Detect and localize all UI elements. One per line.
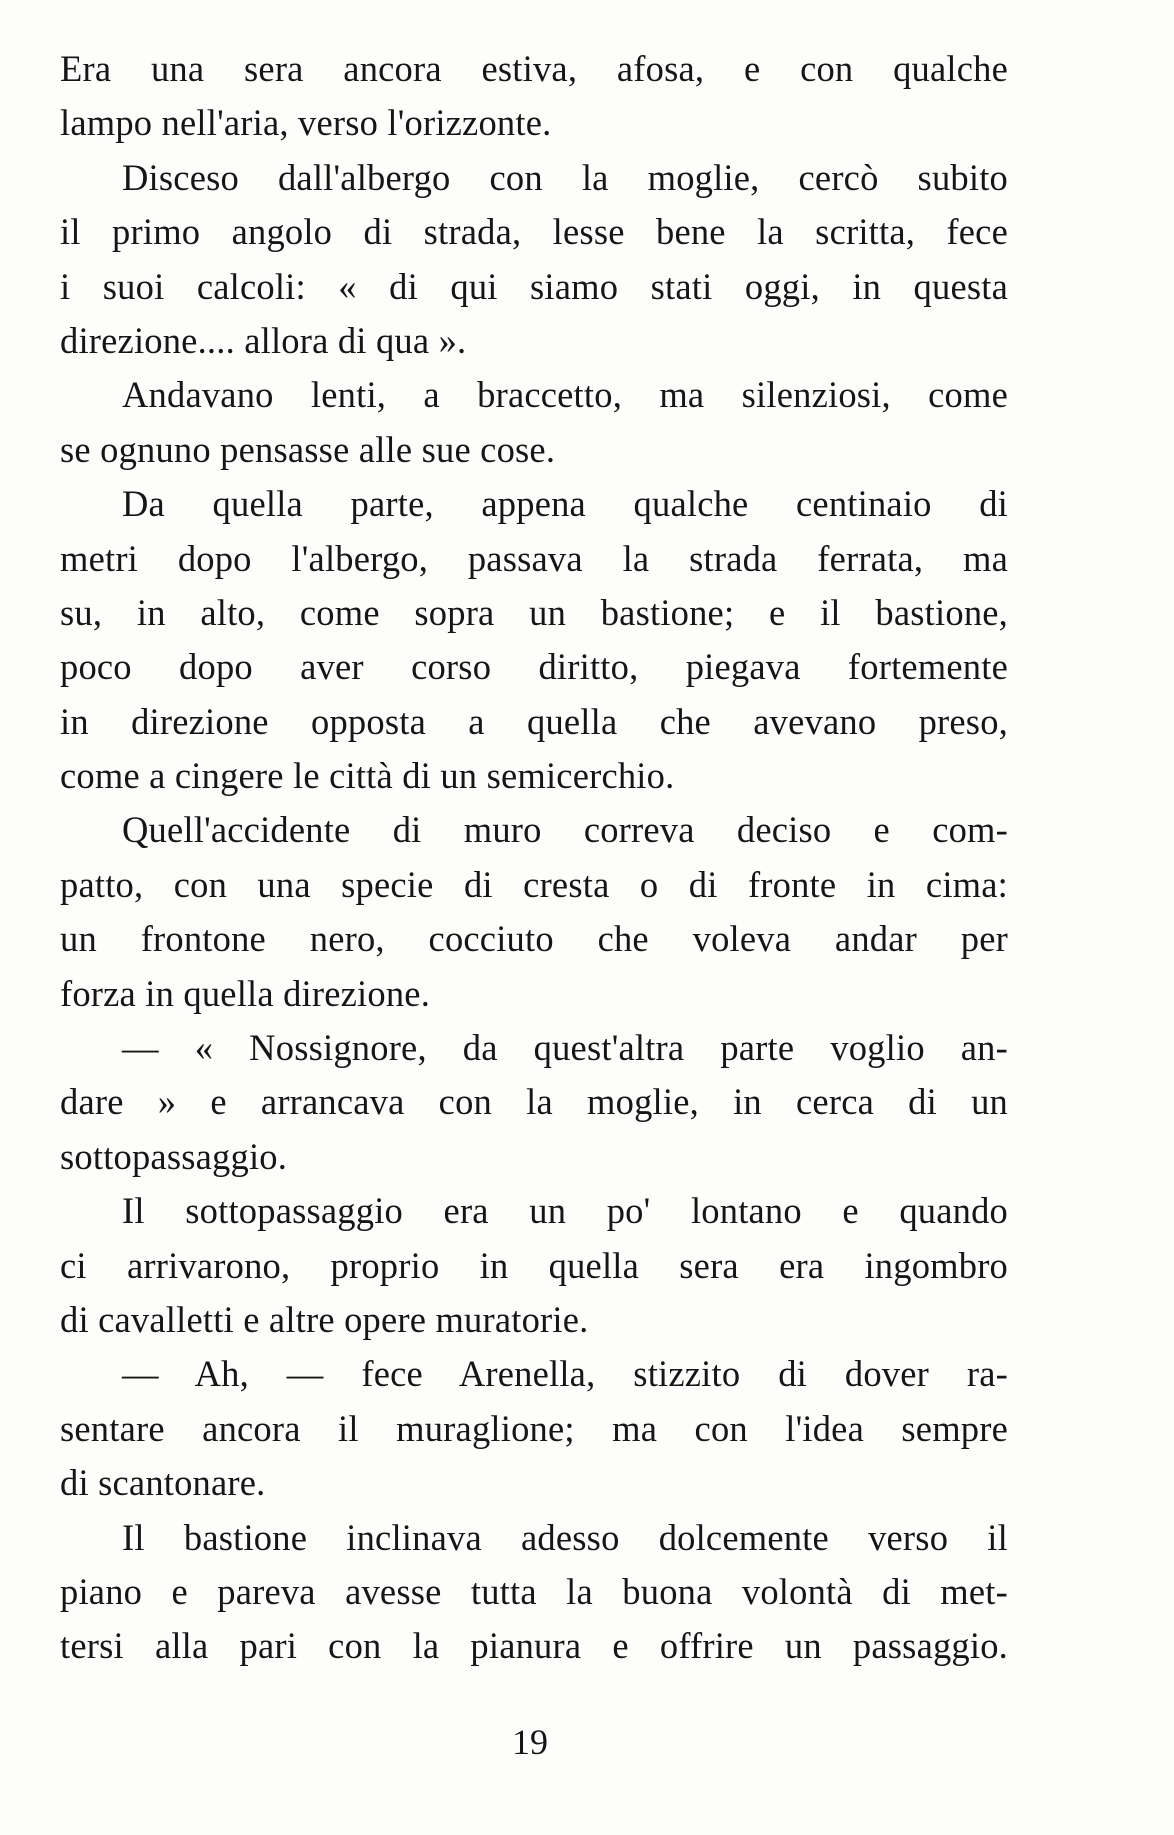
paragraph <box>60 1184 1008 1347</box>
text-line: lampo nell'aria, verso l'orizzonte. <box>60 102 552 144</box>
paragraph <box>60 151 1008 369</box>
paragraph <box>60 1511 1008 1674</box>
text-line: Andavano lenti, a braccetto, ma silenziosi, come <box>122 374 1008 416</box>
text-line: Il bastione inclinava adesso dolcemente verso il <box>122 1516 1008 1558</box>
paragraph <box>60 1347 1008 1510</box>
text-line: di cavalletti e altre opere muratorie. <box>60 1298 589 1340</box>
text-line: piano e pareva avesse tutta la buona volontà di met- <box>60 1570 1008 1612</box>
text-line: come a cingere le città di un semicerchio. <box>60 755 675 797</box>
text-line: patto, con una specie di cresta o di fronte in cima: <box>60 863 1008 905</box>
text-line: Disceso dall'albergo con la moglie, cercò subito <box>122 156 1008 198</box>
paragraph <box>60 1021 1008 1184</box>
text-line: di scantonare. <box>60 1462 266 1504</box>
text-line: su, in alto, come sopra un bastione; e il bastione, <box>60 591 1008 633</box>
text-line: direzione.... allora di qua ». <box>60 319 467 361</box>
text-line: in direzione opposta a quella che avevano preso, <box>60 700 1008 742</box>
text-line: se ognuno pensasse alle sue cose. <box>60 428 556 470</box>
text-line: metri dopo l'albergo, passava la strada ferrata, ma <box>60 537 1008 579</box>
text-line: poco dopo aver corso diritto, piegava fortemente <box>60 646 1008 688</box>
paragraph <box>60 368 1008 477</box>
text-line: forza in quella direzione. <box>60 972 431 1014</box>
body-text <box>60 42 1008 1674</box>
text-line: tersi alla pari con la pianura e offrire un passaggio. <box>60 1625 1008 1667</box>
text-line: — Ah, — fece Arenella, stizzito di dover ra- <box>122 1353 1008 1395</box>
text-line: il primo angolo di strada, lesse bene la scritta, fece <box>60 211 1008 253</box>
paragraph <box>60 803 1008 1021</box>
text-line: Era una sera ancora estiva, afosa, e con qualche <box>60 48 1008 89</box>
text-line: un frontone nero, cocciuto che voleva andar per <box>60 918 1008 960</box>
paragraph <box>60 477 1008 803</box>
text-line: Il sottopassaggio era un po' lontano e quando <box>122 1190 1008 1232</box>
text-line: sottopassaggio. <box>60 1135 288 1177</box>
page-number: 19 <box>512 1722 548 1762</box>
text-line: Da quella parte, appena qualche centinaio di <box>122 483 1008 525</box>
text-line: i suoi calcoli: « di qui siamo stati oggi, in questa <box>60 265 1008 307</box>
paragraph <box>60 42 1008 151</box>
text-line: dare » e arrancava con la moglie, in cerca di un <box>60 1081 1008 1123</box>
text-line: ci arrivarono, proprio in quella sera era ingombro <box>60 1244 1008 1286</box>
text-line: sentare ancora il muraglione; ma con l'idea sempre <box>60 1407 1008 1449</box>
text-line: Quell'accidente di muro correva deciso e com- <box>122 809 1008 851</box>
text-line: — « Nossignore, da quest'altra parte voglio an- <box>122 1027 1008 1069</box>
